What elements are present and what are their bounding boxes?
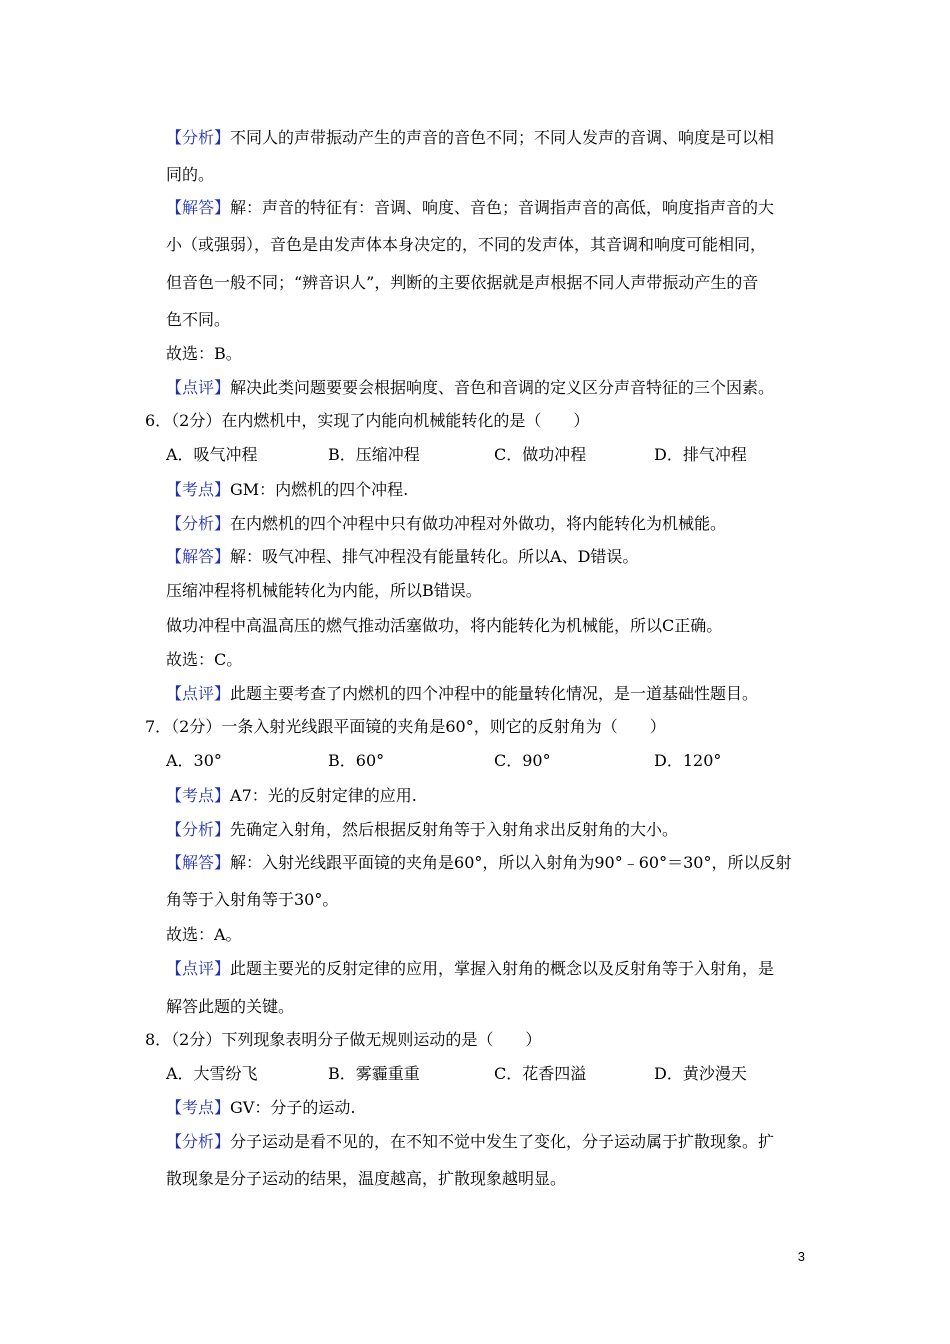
analysis-tag: 【分析】 [166, 820, 231, 839]
comment-line [166, 378, 774, 398]
point-text: A7：光的反射定律的应用. [230, 786, 417, 805]
comment-line-cont: 解答此题的关键。 [166, 997, 295, 1016]
answer-line-cont: 角等于入射角等于30°。 [166, 890, 339, 909]
comment-line [166, 959, 774, 979]
choice-line: 故选：B。 [166, 344, 242, 363]
point-text: GM：内燃机的四个冲程. [230, 480, 409, 499]
question-8-stem: 8．（2分）下列现象表明分子做无规则运动的是（ ） [145, 1030, 542, 1049]
answer-text: 解：吸气冲程、排气冲程没有能量转化。所以A、D错误。 [230, 547, 639, 566]
point-tag: 【考点】 [166, 786, 231, 805]
page-number: 3 [797, 1249, 805, 1264]
analysis-tag: 【分析】 [166, 1132, 231, 1151]
analysis-text: 分子运动是看不见的，在不知不觉中发生了变化，分子运动属于扩散现象。扩 [230, 1132, 775, 1151]
point-line [166, 480, 408, 500]
choice-line: 故选：A。 [166, 925, 242, 944]
comment-tag: 【点评】 [166, 959, 231, 978]
q8-option-c: C．花香四溢 [494, 1064, 587, 1083]
answer-text: 解：入射光线跟平面镜的夹角是60°，所以入射角为90°﹣60°＝30°，所以反射 [230, 853, 792, 872]
point-line [166, 786, 417, 806]
comment-tag: 【点评】 [166, 378, 231, 397]
comment-line [166, 684, 758, 704]
choice-line: 故选：C。 [166, 650, 243, 669]
q6-option-c: C．做功冲程 [494, 445, 587, 464]
answer-tag: 【解答】 [166, 198, 231, 217]
analysis-line [166, 514, 726, 534]
q8-option-a: A．大雪纷飞 [166, 1064, 258, 1083]
answer-line [166, 547, 638, 567]
analysis-line-cont: 同的。 [166, 165, 215, 184]
analysis-line [166, 820, 678, 840]
question-6-stem: 6．（2分）在内燃机中，实现了内能向机械能转化的是（ ） [145, 411, 590, 430]
comment-tag: 【点评】 [166, 684, 231, 703]
analysis-text: 先确定入射角，然后根据反射角等于入射角求出反射角的大小。 [230, 820, 679, 839]
q7-option-b: B．60° [328, 751, 385, 770]
analysis-tag: 【分析】 [166, 128, 231, 147]
q8-option-d: D．黄沙漫天 [654, 1064, 747, 1083]
analysis-line-cont: 散现象是分子运动的结果，温度越高，扩散现象越明显。 [166, 1169, 567, 1188]
comment-text: 此题主要光的反射定律的应用，掌握入射角的概念以及反射角等于入射角，是 [230, 959, 775, 978]
comment-text: 解决此类问题要要会根据响度、音色和音调的定义区分声音特征的三个因素。 [230, 378, 775, 397]
q7-option-d: D．120° [654, 751, 722, 770]
answer-line [166, 198, 774, 218]
q6-option-b: B．压缩冲程 [328, 445, 420, 464]
question-7-stem: 7．（2分）一条入射光线跟平面镜的夹角是60°，则它的反射角为（ ） [145, 717, 666, 736]
q6-option-d: D．排气冲程 [654, 445, 747, 464]
answer-line-cont: 但音色一般不同；“辨音识人”，判断的主要依据就是声根据不同人声带振动产生的音 [166, 273, 759, 292]
answer-line [166, 853, 791, 873]
analysis-text: 在内燃机的四个冲程中只有做功冲程对外做功，将内能转化为机械能。 [230, 514, 727, 533]
analysis-tag: 【分析】 [166, 514, 231, 533]
q6-option-a: A．吸气冲程 [166, 445, 258, 464]
q8-option-b: B．雾霾重重 [328, 1064, 420, 1083]
comment-text: 此题主要考查了内燃机的四个冲程中的能量转化情况，是一道基础性题目。 [230, 684, 759, 703]
answer-tag: 【解答】 [166, 853, 231, 872]
answer-line-cont: 色不同。 [166, 310, 231, 329]
analysis-line [166, 1132, 774, 1152]
answer-line-cont: 做功冲程中高温高压的燃气推动活塞做功，将内能转化为机械能，所以C正确。 [166, 616, 723, 635]
point-line [166, 1098, 355, 1118]
answer-line-cont: 小（或强弱），音色是由发声体本身决定的，不同的发声体，其音调和响度可能相同， [166, 235, 767, 254]
q7-option-c: C．90° [494, 751, 551, 770]
analysis-line [166, 128, 774, 148]
q7-option-a: A．30° [166, 751, 222, 770]
analysis-text: 不同人的声带振动产生的声音的音色不同；不同人发声的音调、响度是可以相 [230, 128, 775, 147]
answer-line-cont: 压缩冲程将机械能转化为内能，所以B错误。 [166, 581, 482, 600]
answer-text: 解：声音的特征有：音调、响度、音色；音调指声音的高低，响度指声音的大 [230, 198, 775, 217]
point-tag: 【考点】 [166, 480, 231, 499]
point-tag: 【考点】 [166, 1098, 231, 1117]
point-text: GV：分子的运动. [230, 1098, 356, 1117]
answer-tag: 【解答】 [166, 547, 231, 566]
